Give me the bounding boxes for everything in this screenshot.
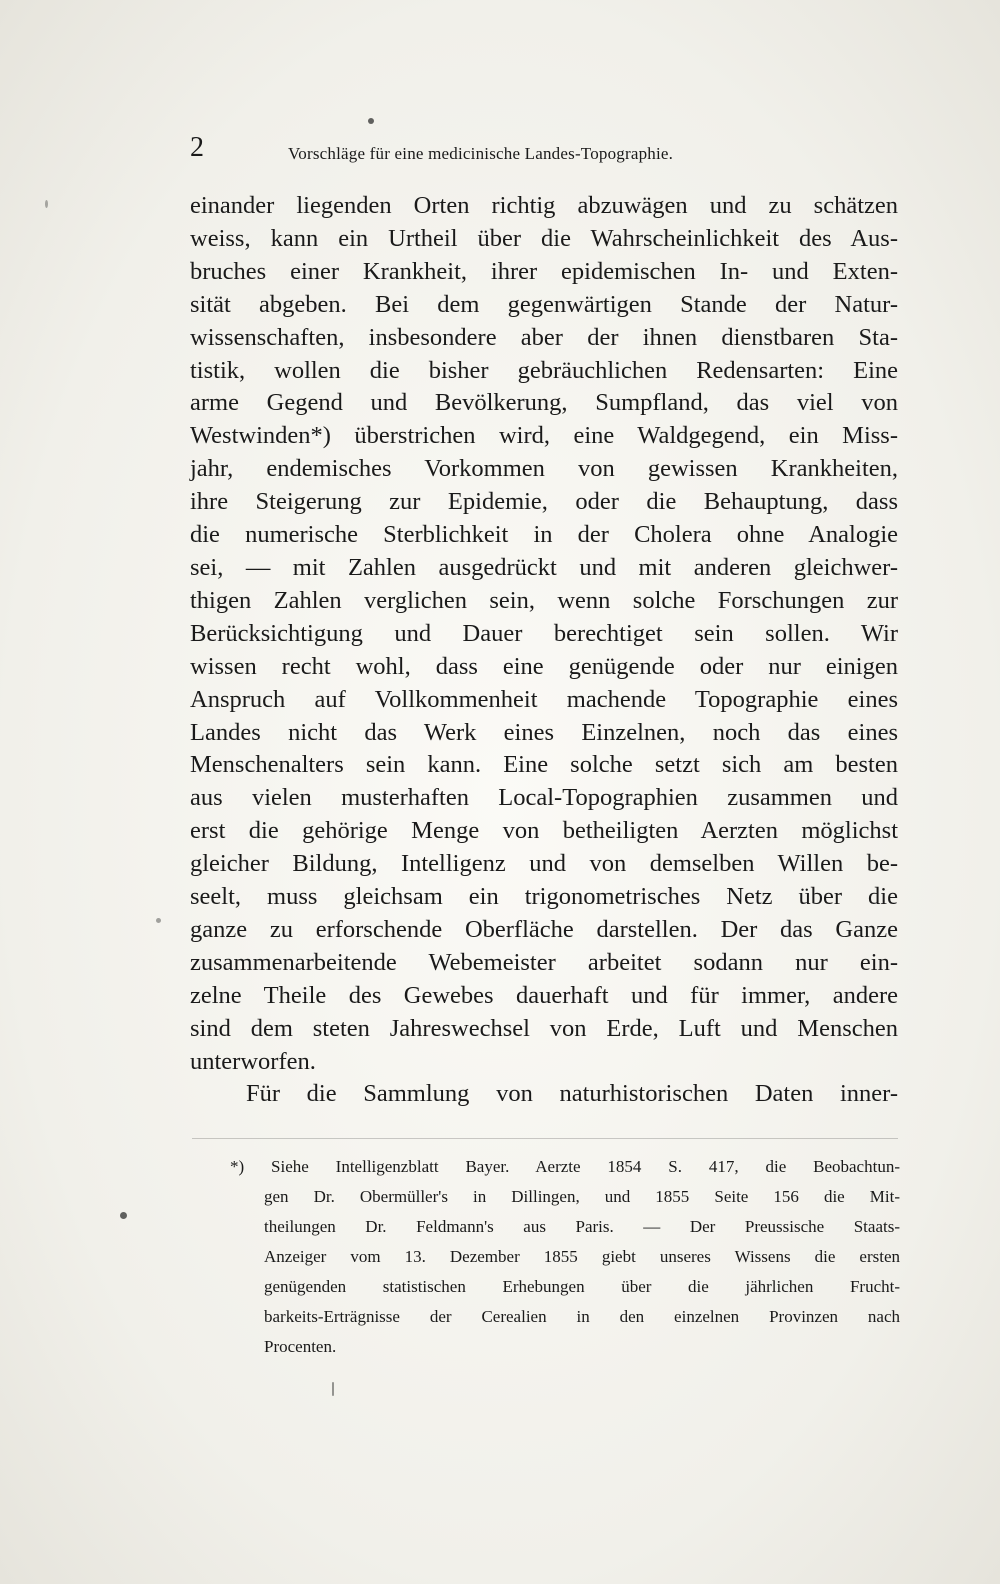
text-line: sität abgeben. Bei dem gegenwärtigen Stande der Natur-: [190, 290, 898, 318]
text-line: tistik, wollen die bisher gebräuchlichen Redensarten: Eine: [190, 356, 898, 384]
text-line: wissen recht wohl, dass eine genügende oder nur einigen: [190, 652, 898, 680]
text-line: weiss, kann ein Urtheil über die Wahrscheinlichkeit des Aus-: [190, 224, 898, 252]
text-line: gleicher Bildung, Intelligenz und von demselben Willen be-: [190, 850, 898, 878]
text-line: seelt, muss gleichsam ein trigonometrisches Netz über die: [190, 883, 898, 911]
scan-speck: [120, 1212, 127, 1219]
footnote-line: Anzeiger vom 13. Dezember 1855 giebt unseres Wissens die ersten: [264, 1247, 900, 1266]
footnote-line: *) Siehe Intelligenzblatt Bayer. Aerzte 1854 S. 417, die Beobachtun-: [230, 1157, 900, 1176]
footnote: [230, 1152, 900, 1362]
main-text: [190, 190, 898, 1111]
text-line: aus vielen musterhaften Local-Topographien zusammen und: [190, 784, 898, 812]
text-line: einander liegenden Orten richtig abzuwägen und zu schätzen: [190, 192, 898, 219]
text-line: thigen Zahlen verglichen sein, wenn solche Forschungen zur: [190, 586, 898, 614]
text-line: die numerische Sterblichkeit in der Cholera ohne Analogie: [190, 521, 898, 549]
scan-speck: [368, 118, 374, 124]
text-line: zelne Theile des Gewebes dauerhaft und für immer, andere: [190, 981, 898, 1009]
footnote-line: Procenten.: [264, 1337, 337, 1356]
paragraph-start-line: Für die Sammlung von naturhistorischen Daten inner-: [246, 1080, 898, 1108]
text-line: Menschenalters sein kann. Eine solche setzt sich am besten: [190, 751, 898, 779]
footnote-line: barkeits-Erträgnisse der Cerealien in den einzelnen Provinzen nach: [264, 1307, 900, 1326]
footnote-divider: [192, 1138, 898, 1139]
text-line: erst die gehörige Menge von betheiligten Aerzten möglichst: [190, 817, 898, 845]
text-line: Berücksichtigung und Dauer berechtiget sein sollen. Wir: [190, 619, 898, 647]
text-line: sind dem steten Jahreswechsel von Erde, Luft und Menschen: [190, 1014, 898, 1042]
footnote-line: theilungen Dr. Feldmann's aus Paris. — Der Preussische Staats-: [264, 1217, 900, 1236]
page-number: 2: [190, 132, 204, 163]
text-line: unterworfen.: [190, 1047, 316, 1075]
footnote-line: gen Dr. Obermüller's in Dillingen, und 1855 Seite 156 die Mit-: [264, 1187, 900, 1206]
text-line: ihre Steigerung zur Epidemie, oder die Behauptung, dass: [190, 488, 898, 516]
text-line: Landes nicht das Werk eines Einzelnen, noch das eines: [190, 718, 898, 746]
scan-speck: [45, 200, 48, 208]
text-line: ganze zu erforschende Oberfläche darstellen. Der das Ganze: [190, 915, 898, 943]
text-line: arme Gegend und Bevölkerung, Sumpfland, das viel von: [190, 389, 898, 417]
text-line: bruches einer Krankheit, ihrer epidemischen In- und Exten-: [190, 257, 898, 285]
text-line: zusammenarbeitende Webemeister arbeitet sodann nur ein-: [190, 948, 898, 976]
footnote-line: genügenden statistischen Erhebungen über die jährlichen Frucht-: [264, 1277, 900, 1296]
text-line: Westwinden*) überstrichen wird, eine Waldgegend, ein Miss-: [190, 422, 898, 450]
running-title: Vorschläge für eine medicinische Landes-Topographie.: [288, 144, 674, 163]
text-line: Anspruch auf Vollkommenheit machende Topographie eines: [190, 685, 898, 713]
page-header: [190, 132, 810, 172]
text-line: wissenschaften, insbesondere aber der ihnen dienstbaren Sta-: [190, 323, 898, 351]
text-line: jahr, endemisches Vorkommen von gewissen Krankheiten,: [190, 455, 898, 483]
scan-speck: [332, 1382, 334, 1396]
scan-speck: [156, 918, 161, 923]
text-line: sei, — mit Zahlen ausgedrückt und mit anderen gleichwer-: [190, 553, 898, 581]
